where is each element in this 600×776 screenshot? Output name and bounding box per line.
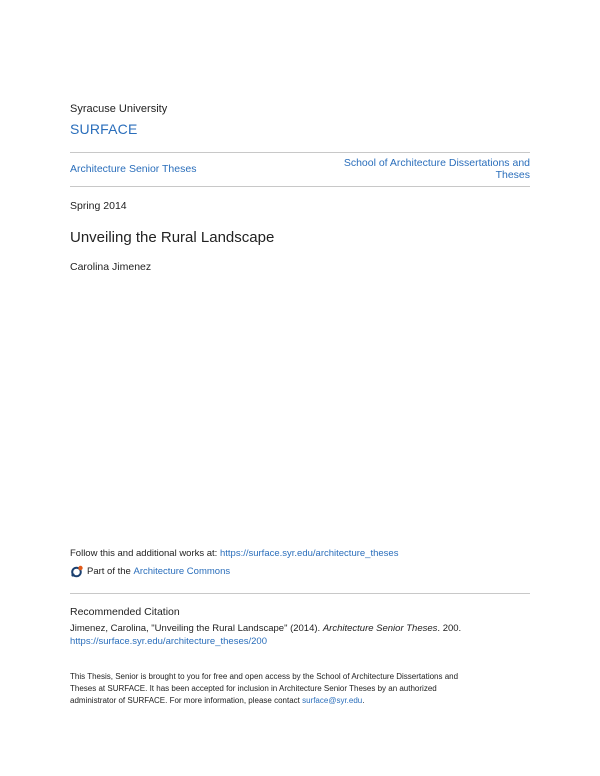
citation-url-link[interactable]: https://surface.syr.edu/architecture_theses/200: [70, 636, 267, 647]
author-name: Carolina Jimenez: [70, 261, 152, 273]
citation-text: Jimenez, Carolina, "Unveiling the Rural Landscape" (2014).: [70, 623, 323, 634]
series-link-line1: School of Architecture Dissertations and: [343, 157, 530, 169]
series-link-senior-theses[interactable]: Architecture Senior Theses: [70, 163, 197, 175]
institution-name: Syracuse University: [70, 103, 168, 115]
citation-series: Architecture Senior Theses: [322, 623, 438, 634]
access-statement-end: .: [362, 696, 365, 705]
access-statement-line3: [70, 695, 530, 707]
contact-email-link[interactable]: surface@syr.edu: [302, 696, 363, 705]
document-title: Unveiling the Rural Landscape: [70, 229, 275, 246]
divider-series: [70, 186, 530, 187]
citation-number: . 200.: [437, 623, 462, 634]
access-statement-line3-text: administrator of SURFACE. For more information, please contact: [70, 696, 303, 705]
access-statement-line1: This Thesis, Senior is brought to you for free and open access by the School of Architecture Dissertations and: [70, 672, 459, 681]
series-link-line2: Theses: [495, 169, 530, 181]
architecture-commons-link[interactable]: Architecture Commons: [133, 566, 231, 577]
citation-heading: Recommended Citation: [70, 606, 180, 618]
divider-top: [70, 152, 530, 153]
publication-date: Spring 2014: [70, 200, 127, 212]
commons-network-icon: [70, 565, 84, 578]
access-statement: [70, 671, 530, 707]
access-statement-line2: Theses at SURFACE. It has been accepted for inclusion in Architecture Senior Theses by an authorized: [70, 684, 437, 693]
citation-block: [70, 622, 530, 648]
part-of-prefix: Part of the: [87, 566, 131, 577]
repository-link[interactable]: SURFACE: [70, 121, 138, 137]
divider-citation: [70, 593, 530, 594]
follow-url-link[interactable]: https://surface.syr.edu/architecture_theses: [219, 548, 399, 559]
series-link-dissertations[interactable]: [300, 157, 530, 181]
part-of-line: [70, 565, 230, 578]
follow-line: [70, 548, 398, 559]
follow-text: Follow this and additional works at:: [70, 548, 220, 559]
